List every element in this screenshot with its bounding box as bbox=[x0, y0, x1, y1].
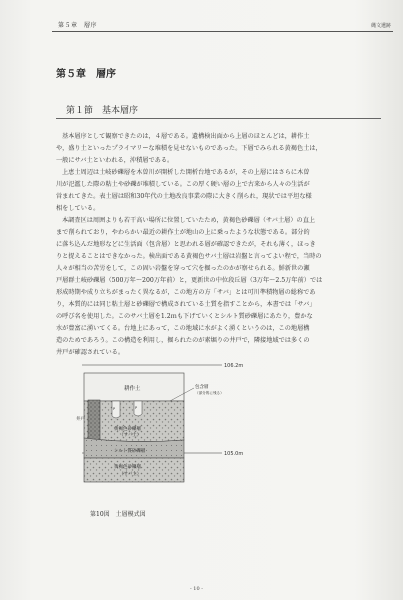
topsoil-label: 耕作土 bbox=[124, 386, 141, 392]
body-line: に落ち込んだ地形などに生活面（包含層）と思われる層が確認できたが，それも薄く，ほっき bbox=[56, 241, 316, 248]
body-line: 井戸が確認されている。 bbox=[56, 349, 125, 356]
inclusion-note: （部分的に残る） bbox=[195, 391, 224, 395]
well-label: 井戸 bbox=[76, 417, 85, 422]
body-line: 一般にサバ土といわれる，沖積層である。 bbox=[56, 157, 174, 164]
running-header-right: 縄文遺跡 bbox=[370, 23, 391, 29]
body-line: 戸層群土岐砂礫層（500万年～200万年前）と，更新世の中位段丘層（3万年～2.5万年前）では bbox=[56, 277, 323, 284]
soil-layer-diagram bbox=[74, 358, 274, 493]
section-title: 第１節 基本層序 bbox=[66, 106, 139, 116]
body-line: 水が豊富に湧いてくる。台地上にあって，この地域に水がよく湧くというのは，この地層構 bbox=[56, 325, 310, 332]
body-line: 上恵土周辺は土岐砂礫層を木曽川が開析した開析台地であるが，その上層にはさらに木曽 bbox=[62, 169, 310, 176]
page-number: - 10 - bbox=[190, 586, 203, 592]
figure-caption: 第10図 土層模式図 bbox=[90, 511, 146, 518]
body-line: 基本層序として観察できたのは，４層である。遺構検出面から上層のほとんどは，耕作土 bbox=[62, 133, 310, 140]
body-line: 人々が相当の苦労をして，この固い岩盤を穿って穴を掘ったのかが察せられる。鮮新世の瀬 bbox=[56, 265, 310, 272]
body-line: 営まれてきた。表土層は昭和30年代の土地改良事業の際に大きく削られ，現状では平坦な様 bbox=[56, 193, 312, 200]
chapter-title: 第５章 層序 bbox=[56, 69, 116, 80]
body-line: 相をしている。 bbox=[56, 205, 100, 212]
elevation-bottom-label: 105.0m bbox=[224, 451, 244, 457]
sabado-label-1: 黄褐色砂礫層 bbox=[114, 427, 141, 432]
elevation-top-label: 106.2m bbox=[224, 363, 244, 369]
inclusion-label: 包含層 bbox=[195, 385, 209, 390]
pit-label: P bbox=[113, 407, 116, 411]
body-line: 造のためであろう。この構造を利用し，掘られたのが素堀りの井戸で，隣接地域では多くの bbox=[56, 337, 310, 344]
body-line: 本調査区は周囲よりも若干高い場所に位置していたため，黄褐色砂礫層（サバ土層）の直上 bbox=[62, 217, 316, 224]
running-header: 第５章 層序 bbox=[58, 22, 98, 29]
section-rule bbox=[56, 118, 381, 119]
silt-label: シルト質砂礫層 bbox=[114, 449, 146, 454]
body-line: 形成時期や成り立ちがまったく異なるが，この地方の方「サバ」とは可川準積物層の総称であ bbox=[56, 289, 316, 296]
body-line: まで削られており，やわらかい最近の耕作土が地山の上に乗ったような状態である。部分的 bbox=[56, 229, 310, 236]
body-line: や，盛り土といったプライマリーな堆積を見せないものであった。下層でみられる黄褐色土は， bbox=[56, 145, 322, 152]
body-line: り，本質的には同じ粘土層と砂礫層で構成されている土質を指すことから，本書では「サバ」 bbox=[56, 301, 316, 308]
body-line: 川が氾濫した際の粘土や砂礫が堆積している。この厚く硬い層の上で古来から人々の生活が bbox=[56, 181, 310, 188]
header-rule bbox=[52, 31, 393, 32]
bottom-label-1: 黄褐色砂礫層 bbox=[114, 465, 141, 470]
pit-label: P bbox=[135, 406, 138, 410]
sabado-label-2: （サバ土） bbox=[119, 433, 142, 438]
body-line: の呼び名を使用した。このサバ土層を1.2ｍも下げていくとシルト質砂礫層にあたり，豊かな bbox=[56, 313, 313, 320]
body-line: りと捉えることはできなかった。検出面である黄褐色サバ土層は岩盤と言ってよい程で，当時の bbox=[56, 253, 322, 260]
bottom-label-2: （サバ土） bbox=[119, 472, 142, 477]
bottom-sabado-layer bbox=[84, 458, 184, 482]
body-text bbox=[56, 131, 398, 359]
